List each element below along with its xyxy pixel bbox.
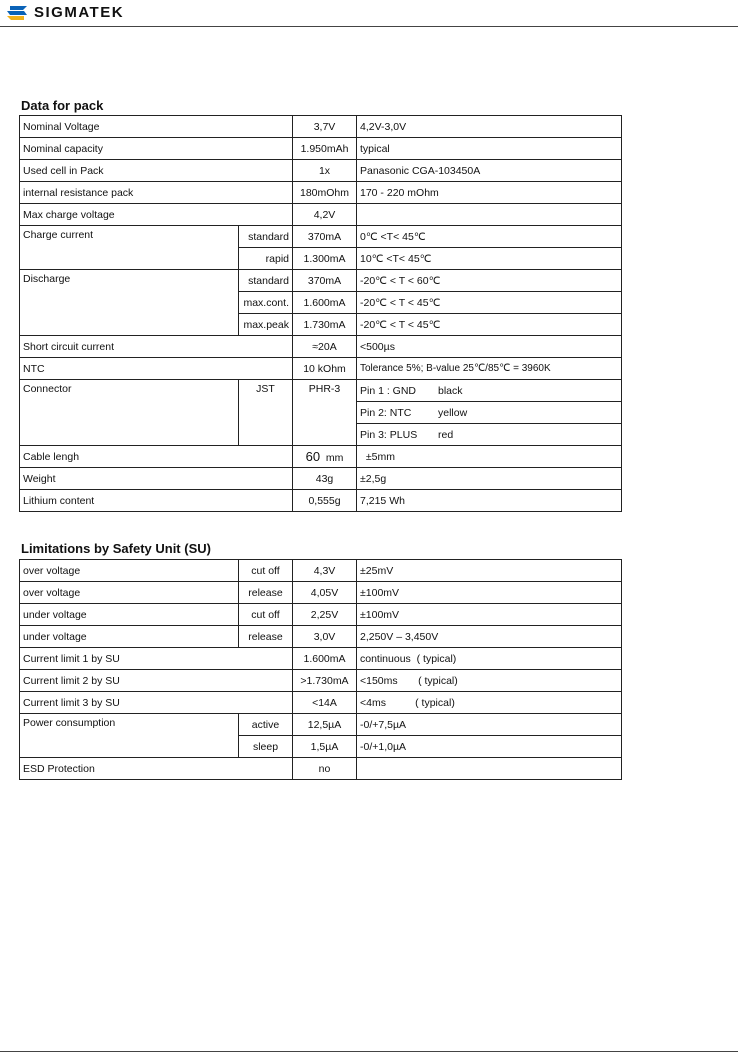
row-mode: standard [239, 226, 293, 248]
row-note: <4ms ( typical) [357, 692, 622, 714]
row-value: 1.730mA [293, 314, 357, 336]
row-label: internal resistance pack [20, 182, 293, 204]
row-value: 180mOhm [293, 182, 357, 204]
row-label: Nominal capacity [20, 138, 293, 160]
pin-name: Pin 3: PLUS [360, 428, 418, 441]
table-row [20, 160, 622, 182]
row-note: ±25mV [357, 560, 622, 582]
table-row [20, 116, 622, 138]
row-value: 1.600mA [293, 292, 357, 314]
pin-color: yellow [438, 406, 468, 419]
row-value: 1.300mA [293, 248, 357, 270]
row-mode: release [239, 582, 293, 604]
pin-color: black [438, 384, 463, 397]
row-note: -0/+7,5µA [357, 714, 622, 736]
row-value [293, 446, 357, 468]
row-note: -20℃ < T < 60℃ [357, 270, 622, 292]
row-value: ≈20A [293, 336, 357, 358]
brand-name: SIGMATEK [34, 4, 125, 21]
row-note: -0/+1,0µA [357, 736, 622, 758]
row-label: over voltage [20, 582, 239, 604]
row-label: Charge current [20, 226, 239, 270]
row-value: 370mA [293, 226, 357, 248]
table-row [20, 380, 622, 402]
row-label: Cable lengh [20, 446, 293, 468]
row-note: ±100mV [357, 582, 622, 604]
row-value: 3,7V [293, 116, 357, 138]
row-label: Used cell in Pack [20, 160, 293, 182]
footer-divider [0, 1051, 738, 1052]
connector-pin [357, 402, 622, 424]
row-value: <14A [293, 692, 357, 714]
row-note: <500µs [357, 336, 622, 358]
pack-data-table [19, 115, 622, 512]
row-label: ESD Protection [20, 758, 293, 780]
row-value: 370mA [293, 270, 357, 292]
row-note: Panasonic CGA-103450A [357, 160, 622, 182]
row-label: Current limit 2 by SU [20, 670, 293, 692]
row-value: 4,2V [293, 204, 357, 226]
table-row [20, 358, 622, 380]
row-note: 2,250V – 3,450V [357, 626, 622, 648]
page-header [0, 0, 738, 27]
connector-pin [357, 380, 622, 402]
row-value: 10 kOhm [293, 358, 357, 380]
row-note: ±2,5g [357, 468, 622, 490]
row-note: Tolerance 5%; B-value 25℃/85℃ = 3960K [357, 358, 622, 380]
pin-color: red [438, 428, 454, 441]
connector-model: PHR-3 [293, 380, 357, 446]
table-row [20, 626, 622, 648]
row-label: Current limit 1 by SU [20, 648, 293, 670]
row-value: 2,25V [293, 604, 357, 626]
row-mode: cut off [239, 560, 293, 582]
connector-pin [357, 424, 622, 446]
row-note: continuous ( typical) [357, 648, 622, 670]
row-value: 43g [293, 468, 357, 490]
row-note [357, 758, 622, 780]
row-mode: max.peak [239, 314, 293, 336]
table-row [20, 604, 622, 626]
cable-length-unit: mm [325, 452, 344, 464]
row-value: 4,3V [293, 560, 357, 582]
row-note: 170 - 220 mOhm [357, 182, 622, 204]
row-label: Nominal Voltage [20, 116, 293, 138]
row-note: 0℃ <T< 45℃ [357, 226, 622, 248]
row-mode: sleep [239, 736, 293, 758]
row-value: 4,05V [293, 582, 357, 604]
row-label: NTC [20, 358, 293, 380]
row-value: 1x [293, 160, 357, 182]
row-label: Max charge voltage [20, 204, 293, 226]
table-row [20, 714, 622, 736]
row-value: 12,5µA [293, 714, 357, 736]
row-label: under voltage [20, 604, 239, 626]
pack-section-title: Data for pack [21, 98, 104, 113]
table-row [20, 648, 622, 670]
row-note: <150ms ( typical) [357, 670, 622, 692]
su-section-title: Limitations by Safety Unit (SU) [21, 541, 211, 556]
row-note: typical [357, 138, 622, 160]
connector-type: JST [239, 380, 293, 446]
table-row [20, 758, 622, 780]
row-note: 4,2V-3,0V [357, 116, 622, 138]
pin-name: Pin 2: NTC [360, 406, 412, 419]
row-note: -20℃ < T < 45℃ [357, 292, 622, 314]
table-row [20, 692, 622, 714]
row-label: under voltage [20, 626, 239, 648]
row-value: 1,5µA [293, 736, 357, 758]
table-row [20, 138, 622, 160]
table-row [20, 270, 622, 292]
row-label: Discharge [20, 270, 239, 336]
row-mode: release [239, 626, 293, 648]
row-mode: standard [239, 270, 293, 292]
row-label: Power consumption [20, 714, 239, 758]
cable-length-number: 60 [305, 449, 321, 464]
row-label: Lithium content [20, 490, 293, 512]
row-value: >1.730mA [293, 670, 357, 692]
row-mode: cut off [239, 604, 293, 626]
row-mode: max.cont. [239, 292, 293, 314]
pin-name: Pin 1 : GND [360, 384, 417, 397]
row-value: 1.950mAh [293, 138, 357, 160]
row-mode: rapid [239, 248, 293, 270]
table-row [20, 582, 622, 604]
row-note [357, 204, 622, 226]
row-value: 0,555g [293, 490, 357, 512]
sigmatek-logo-icon [6, 5, 28, 21]
row-label: Connector [20, 380, 239, 446]
row-label: over voltage [20, 560, 239, 582]
table-row [20, 446, 622, 468]
row-value: 1.600mA [293, 648, 357, 670]
table-row [20, 468, 622, 490]
table-row [20, 560, 622, 582]
row-note: 10℃ <T< 45℃ [357, 248, 622, 270]
row-value: no [293, 758, 357, 780]
table-row [20, 182, 622, 204]
row-mode: active [239, 714, 293, 736]
table-row [20, 336, 622, 358]
row-note: -20℃ < T < 45℃ [357, 314, 622, 336]
table-row [20, 670, 622, 692]
cable-length-tolerance: ±5mm [365, 450, 395, 463]
sigmatek-logo [6, 4, 124, 21]
row-value: 3,0V [293, 626, 357, 648]
table-row [20, 204, 622, 226]
table-row [20, 490, 622, 512]
row-note: 7,215 Wh [357, 490, 622, 512]
row-note: ±100mV [357, 604, 622, 626]
row-note [357, 446, 622, 468]
row-label: Current limit 3 by SU [20, 692, 293, 714]
row-label: Short circuit current [20, 336, 293, 358]
su-limitations-table [19, 559, 622, 780]
table-row [20, 226, 622, 248]
row-label: Weight [20, 468, 293, 490]
